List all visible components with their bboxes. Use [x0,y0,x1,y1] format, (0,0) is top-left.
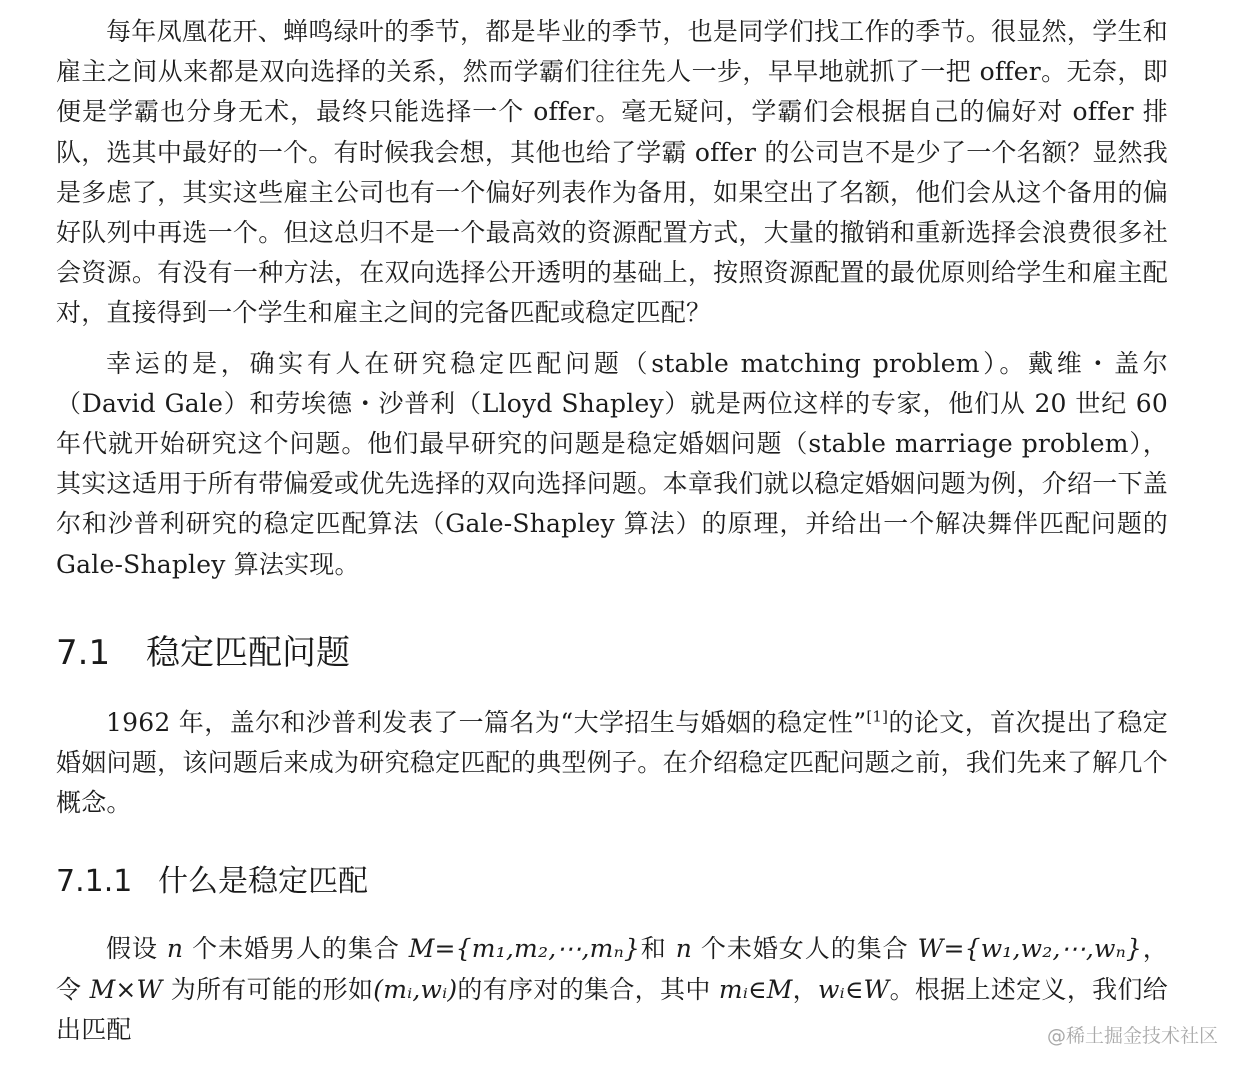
paragraph-text: 。根据上述定义，我们给出匹配 [56,974,1168,1044]
subsection-heading [56,859,1168,905]
paragraph-text: 的有序对的集合，其中 [457,974,719,1004]
math-membership-m: mᵢ∈M [718,974,793,1004]
paragraph-text: 假设 [106,934,167,964]
paragraph-text: 个未婚女人的集合 [692,934,918,964]
math-membership-w: wᵢ∈W [818,974,890,1004]
math-set-men: M={m₁,m₂,⋯,mₙ} [408,934,641,964]
definition-paragraph [56,929,1168,1050]
section-title: 稳定匹配问题 [146,632,350,673]
paragraph-text: ，令 [56,934,1168,1004]
paragraph-text: 个未婚男人的集合 [183,934,409,964]
section-number: 7.1 [56,632,111,673]
section-paragraph [56,703,1168,824]
math-cartesian-product: M×W [89,974,163,1004]
intro-paragraph-2: 幸运的是，确实有人在研究稳定匹配问题（stable matching problem）。戴维・盖尔（David Gale）和劳埃德・沙普利（Lloyd Shapley）就是两位这样的专家，他们从 20 世纪 60 年代就开始研究这个问题。他们最早研究的问题是稳定婚姻问题（stable marriage problem），其实这适用于所有带偏爱或优先选择的双向选择问题。本章我们就以稳定婚姻问题为例，介绍一下盖尔和沙普利研究的稳定匹配算法（Gale-Shapley 算法）的原理，并给出一个解决舞伴匹配问题的 Gale-Shapley 算法实现。 [56,348,1168,579]
paragraph-text: 和 [640,934,676,964]
document-page [56,10,1168,1050]
intro-paragraph-1: 每年凤凰花开、蝉鸣绿叶的季节，都是毕业的季节，也是同学们找工作的季节。很显然，学生和雇主之间从来都是双向选择的关系，然而学霸们往往先人一步，早早地就抓了一把 offer。无奈，即便是学霸也分身无术，最终只能选择一个 offer。毫无疑问，学霸们会根据自己的偏好对 offer 排队，选其中最好的一个。有时候我会想，其他也给了学霸 offer 的公司岂不是少了一个名额？显然我是多虑了，其实这些雇主公司也有一个偏好列表作为备用，如果空出了名额，他们会从这个备用的偏好队列中再选一个。但这总归不是一个最高效的资源配置方式，大量的撤销和重新选择会浪费很多社会资源。有没有一种方法，在双向选择公开透明的基础上，按照资源配置的最优原则给学生和雇主配对，直接得到一个学生和雇主之间的完备匹配或稳定匹配？ [56,17,1168,328]
watermark: @稀土掘金技术社区 [1046,1025,1218,1047]
paragraph-text: 为所有可能的形如 [162,974,374,1004]
math-variable: n [166,934,184,964]
paragraph-text: 的论文，首次提出了稳定婚姻问题，该问题后来成为研究稳定匹配的典型例子。在介绍稳定匹配问题之前，我们先来了解几个概念。 [56,707,1168,818]
math-variable: n [675,934,692,964]
math-pair: (mᵢ,wᵢ) [373,974,458,1004]
section-heading [56,629,1168,677]
citation-marker: [1] [866,707,889,726]
math-set-women: W={w₁,w₂,⋯,wₙ} [917,934,1143,964]
subsection-title: 什么是稳定匹配 [158,864,368,900]
paragraph-text: ， [792,974,819,1004]
subsection-number: 7.1.1 [56,864,133,900]
paragraph-text: 1962 年，盖尔和沙普利发表了一篇名为“大学招生与婚姻的稳定性” [106,707,867,737]
